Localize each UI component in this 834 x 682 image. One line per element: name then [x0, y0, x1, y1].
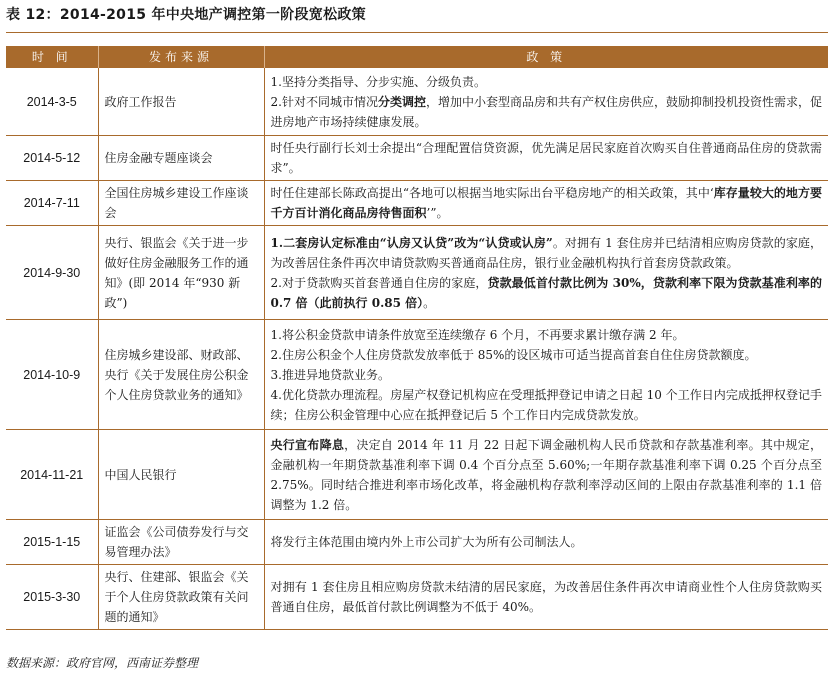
- title-divider: [6, 32, 828, 33]
- row-source: 央行、银监会《关于进一步做好住房金融服务工作的通知》(即 2014 年“930 新政”): [98, 226, 264, 320]
- policy-text: 1.坚持分类指导、分步实施、分级负责。: [270, 74, 486, 89]
- table-header-row: [6, 46, 828, 68]
- table-row: [6, 430, 828, 520]
- policy-paragraph: [271, 183, 823, 223]
- row-source: 证监会《公司债券发行与交易管理办法》: [98, 520, 264, 565]
- row-policy: [264, 320, 828, 430]
- policy-text: 2.针对不同城市情况: [270, 94, 378, 109]
- row-date: 2014-3-5: [6, 68, 98, 136]
- policy-text: 。: [423, 295, 436, 310]
- row-date: 2014-5-12: [6, 136, 98, 181]
- row-policy: [264, 136, 828, 181]
- policy-text: 对拥有 1 套住房且相应购房贷款未结清的居民家庭，为改善居住条件再次申请商业性个人住房贷款购买普通自住房，最低首付款比例调整为不低于 40%。: [270, 580, 822, 614]
- policy-text: ，增加中小套型商品房和共有产权住房供应，鼓励抑制投机投资性需求，促进房地产市场持续健康发展。: [270, 94, 822, 129]
- policy-paragraph: [271, 72, 823, 92]
- policy-text: 。对拥有 1 套住房并已结清相应购房贷款的家庭，为改善居住条件再次申请贷款购买普通商品住房，银行业金融机构执行首套房贷款政策。: [270, 235, 823, 270]
- header-policy: 政 策: [264, 46, 828, 68]
- policy-paragraph: [271, 435, 823, 515]
- policy-paragraph: [271, 233, 823, 273]
- policy-text: 将发行主体范围由境内外上市公司扩大为所有公司制法人。: [270, 535, 583, 549]
- policy-paragraph: [271, 365, 823, 385]
- policy-text: 3.推进异地贷款业务。: [270, 367, 390, 382]
- table-row: [6, 226, 828, 320]
- policy-table: [6, 46, 828, 630]
- policy-paragraph: [271, 273, 823, 313]
- table-title: 表 12：2014-2015 年中央地产调控第一阶段宽松政策: [6, 7, 366, 23]
- policy-text: ，决定自 2014 年 11 月 22 日起下调金融机构人民币贷款和存款基准利率。其中规定，金融机构一年期贷款基准利率下调 0.4 个百分点至 5.60%;一年期存款基准利率下调 0.25 个百分点至 2.75%。同时结合推进利率市场化改革，将金融机构存款利率浮动区间的上限由存款基准利率的 1.1 倍调整为 1.2 倍。: [270, 437, 822, 512]
- row-date: 2015-3-30: [6, 565, 98, 630]
- row-date: 2014-10-9: [6, 320, 98, 430]
- table-row: [6, 181, 828, 226]
- row-policy: [264, 430, 828, 520]
- policy-text: 时任住建部长陈政高提出“各地可以根据当地实际出台平稳房地产的相关政策，其中‘: [270, 186, 714, 200]
- header-source: 发布来源: [98, 46, 264, 68]
- row-date: 2014-11-21: [6, 430, 98, 520]
- policy-text: 1.将公积金贷款申请条件放宽至连续缴存 6 个月，不再要求累计缴存满 2 年。: [270, 327, 685, 342]
- table-row: [6, 136, 828, 181]
- header-time: 时 间: [6, 46, 98, 68]
- policy-emphasis: 1.二套房认定标准由“认房又认贷”改为“认贷或认房”: [270, 235, 553, 250]
- row-source: 中国人民银行: [98, 430, 264, 520]
- row-policy: [264, 565, 828, 630]
- policy-text: 4.优化贷款办理流程。房屋产权登记机构应在受理抵押登记申请之日起 10 个工作日内完成抵押权登记手续；住房公积金管理中心应在抵押登记后 5 个工作日内完成贷款发放。: [270, 387, 822, 422]
- source-note: 数据来源：政府官网，西南证券整理: [6, 656, 199, 670]
- policy-paragraph: [271, 345, 823, 365]
- policy-text: 2.住房公积金个人住房贷款发放率低于 85%的设区城市可适当提高首套自住住房贷款额度。: [270, 347, 757, 362]
- row-source: 政府工作报告: [98, 68, 264, 136]
- policy-paragraph: [271, 325, 823, 345]
- policy-emphasis: 央行宣布降息: [270, 437, 345, 452]
- row-source: 住房金融专题座谈会: [98, 136, 264, 181]
- row-source: 央行、住建部、银监会《关于个人住房贷款政策有关问题的通知》: [98, 565, 264, 630]
- policy-paragraph: [271, 577, 823, 617]
- row-date: 2014-9-30: [6, 226, 98, 320]
- table-row: [6, 68, 828, 136]
- table-row: [6, 520, 828, 565]
- row-policy: [264, 181, 828, 226]
- policy-emphasis: 分类调控: [377, 94, 426, 109]
- policy-emphasis: 贷款最低首付款比例为 30%，贷款利率下限为贷款基准利率的 0.7 倍（此前执行 0.85 倍）: [270, 275, 822, 310]
- row-source: 全国住房城乡建设工作座谈会: [98, 181, 264, 226]
- policy-paragraph: [271, 532, 823, 552]
- table-row: [6, 320, 828, 430]
- policy-text: 2.对于贷款购买首套普通自住房的家庭，: [270, 275, 488, 290]
- policy-text: ’”。: [426, 206, 449, 220]
- policy-paragraph: [271, 385, 823, 425]
- table-body: [6, 68, 828, 630]
- table-row: [6, 565, 828, 630]
- policy-paragraph: [271, 92, 823, 132]
- policy-emphasis: 库存量较大的地方要千方百计消化商品房待售面积: [270, 186, 822, 220]
- policy-text: 时任央行副行长刘士余提出“合理配置信贷资源，优先满足居民家庭首次购买自住普通商品住房的贷款需求”。: [270, 141, 822, 175]
- row-date: 2015-1-15: [6, 520, 98, 565]
- row-policy: [264, 68, 828, 136]
- policy-paragraph: [271, 138, 823, 178]
- row-policy: [264, 226, 828, 320]
- row-date: 2014-7-11: [6, 181, 98, 226]
- row-policy: [264, 520, 828, 565]
- row-source: 住房城乡建设部、财政部、央行《关于发展住房公积金个人住房贷款业务的通知》: [98, 320, 264, 430]
